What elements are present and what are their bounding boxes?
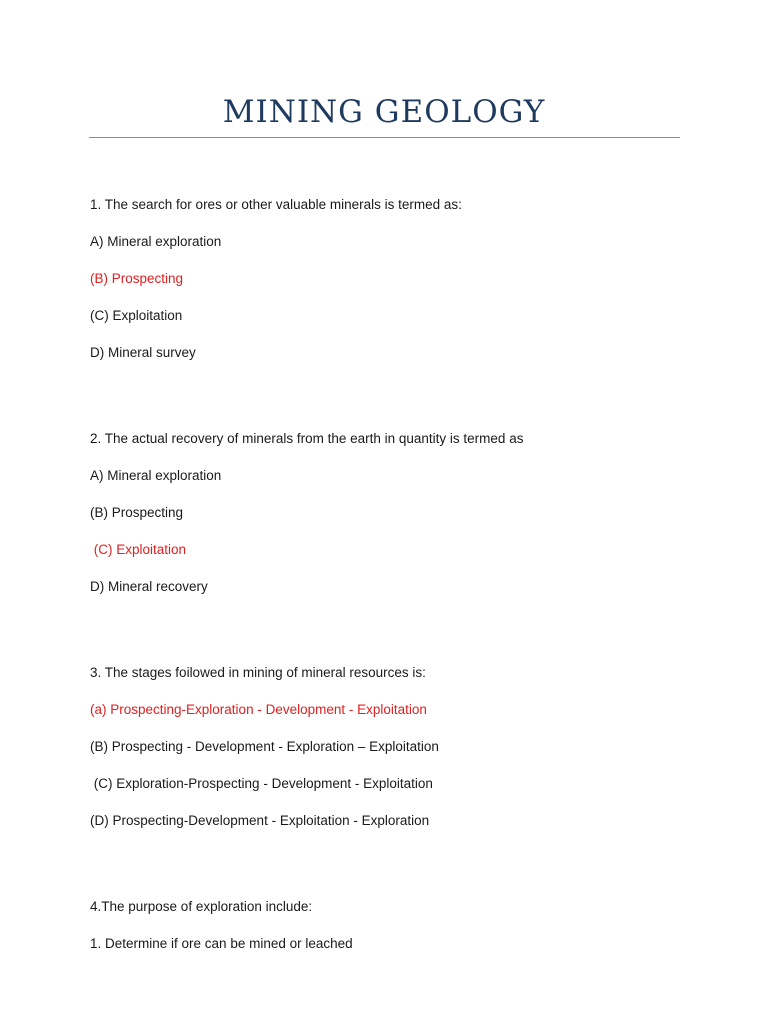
document-title: MINING GEOLOGY xyxy=(222,94,546,130)
answer-option: (C) Exploitation xyxy=(90,308,183,323)
answer-option: A) Mineral exploration xyxy=(90,468,222,483)
correct-answer-option: (C) Exploitation xyxy=(90,542,187,557)
question-block xyxy=(90,427,710,599)
question-block xyxy=(90,193,710,365)
answer-option: (B) Prospecting xyxy=(90,505,184,520)
question-block xyxy=(90,661,710,833)
question-list xyxy=(90,193,710,1018)
answer-option: D) Mineral survey xyxy=(90,345,196,360)
question-text: 4.The purpose of exploration include: xyxy=(90,899,313,914)
correct-answer-option: (B) Prospecting xyxy=(90,271,184,286)
answer-option: (C) Exploration-Prospecting - Development - Exploitation xyxy=(90,776,433,791)
answer-option: (B) Prospecting - Development - Exploration – Exploitation xyxy=(90,739,439,754)
question-text: 1. The search for ores or other valuable minerals is termed as: xyxy=(90,197,462,212)
question-text: 2. The actual recovery of minerals from the earth in quantity is termed as xyxy=(90,431,524,446)
question-text: 3. The stages foilowed in mining of mineral resources is: xyxy=(90,665,426,680)
answer-option: (D) Prospecting-Development - Exploitation - Exploration xyxy=(90,813,430,828)
answer-option: A) Mineral exploration xyxy=(90,234,222,249)
answer-option: 1. Determine if ore can be mined or leached xyxy=(90,936,353,951)
correct-answer-option: (a) Prospecting-Exploration - Development - Exploitation xyxy=(90,702,427,717)
question-block xyxy=(90,895,710,956)
answer-option: D) Mineral recovery xyxy=(90,579,208,594)
title-divider xyxy=(89,137,680,138)
